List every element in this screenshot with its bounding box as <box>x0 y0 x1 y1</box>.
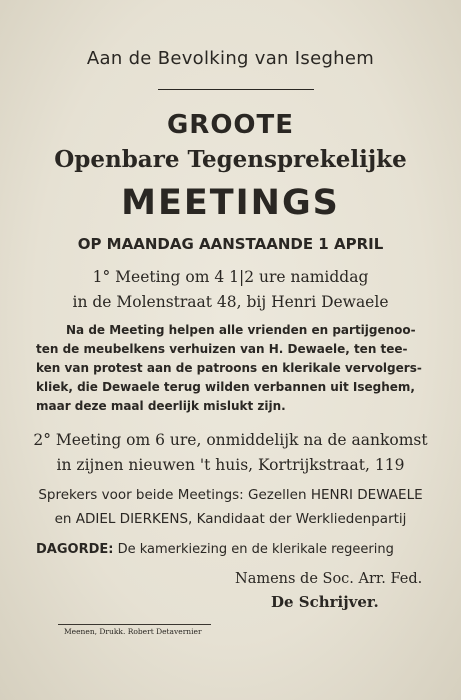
note-line: Na de Meeting helpen alle vrienden en partijgenoo- <box>66 323 416 337</box>
meeting-date: OP MAANDAG AANSTAANDE 1 APRIL <box>77 235 384 253</box>
title-groote: GROOTE <box>166 110 295 140</box>
printer-credit: Meenen, Drukk. Robert Detavernier <box>64 627 202 636</box>
signature-federation: Namens de Soc. Arr. Fed. <box>235 571 423 587</box>
note-line: ken van protest aan de patroons en klerikale vervolgers- <box>36 361 422 375</box>
title-openbare: Openbare Tegensprekelijke <box>54 146 407 173</box>
footer-divider <box>58 624 211 625</box>
meeting1-time: 1° Meeting om 4 1|2 ure namiddag <box>92 268 369 286</box>
note-line: ten de meubelkens verhuizen van H. Dewaele, ten tee- <box>36 342 408 356</box>
note-line: maar deze maal deerlijk mislukt zijn. <box>36 399 286 413</box>
agenda-text: De kamerkiezing en de klerikale regeering <box>117 542 394 557</box>
header-divider <box>158 89 314 90</box>
speakers-line1: Sprekers voor beide Meetings: Gezellen HENRI DEWAELE <box>38 487 423 503</box>
meeting2-location: in zijnen nieuwen 't huis, Kortrijkstraat, 119 <box>56 456 405 474</box>
signature-writer: De Schrijver. <box>271 593 379 611</box>
meeting1-location: in de Molenstraat 48, bij Henri Dewaele <box>72 293 389 311</box>
agenda-label: DAGORDE: <box>36 542 114 557</box>
protest-note <box>36 321 436 416</box>
meeting2-time: 2° Meeting om 6 ure, onmiddelijk na de aankomst <box>33 431 428 449</box>
speakers-line2: en ADIEL DIERKENS, Kandidaat der Werkliedenpartij <box>54 511 407 527</box>
agenda <box>36 542 394 557</box>
note-line: kliek, die Dewaele terug wilden verbannen uit Iseghem, <box>36 380 415 394</box>
poster-header: Aan de Bevolking van Iseghem <box>86 48 375 69</box>
title-meetings: MEETINGS <box>121 183 340 223</box>
